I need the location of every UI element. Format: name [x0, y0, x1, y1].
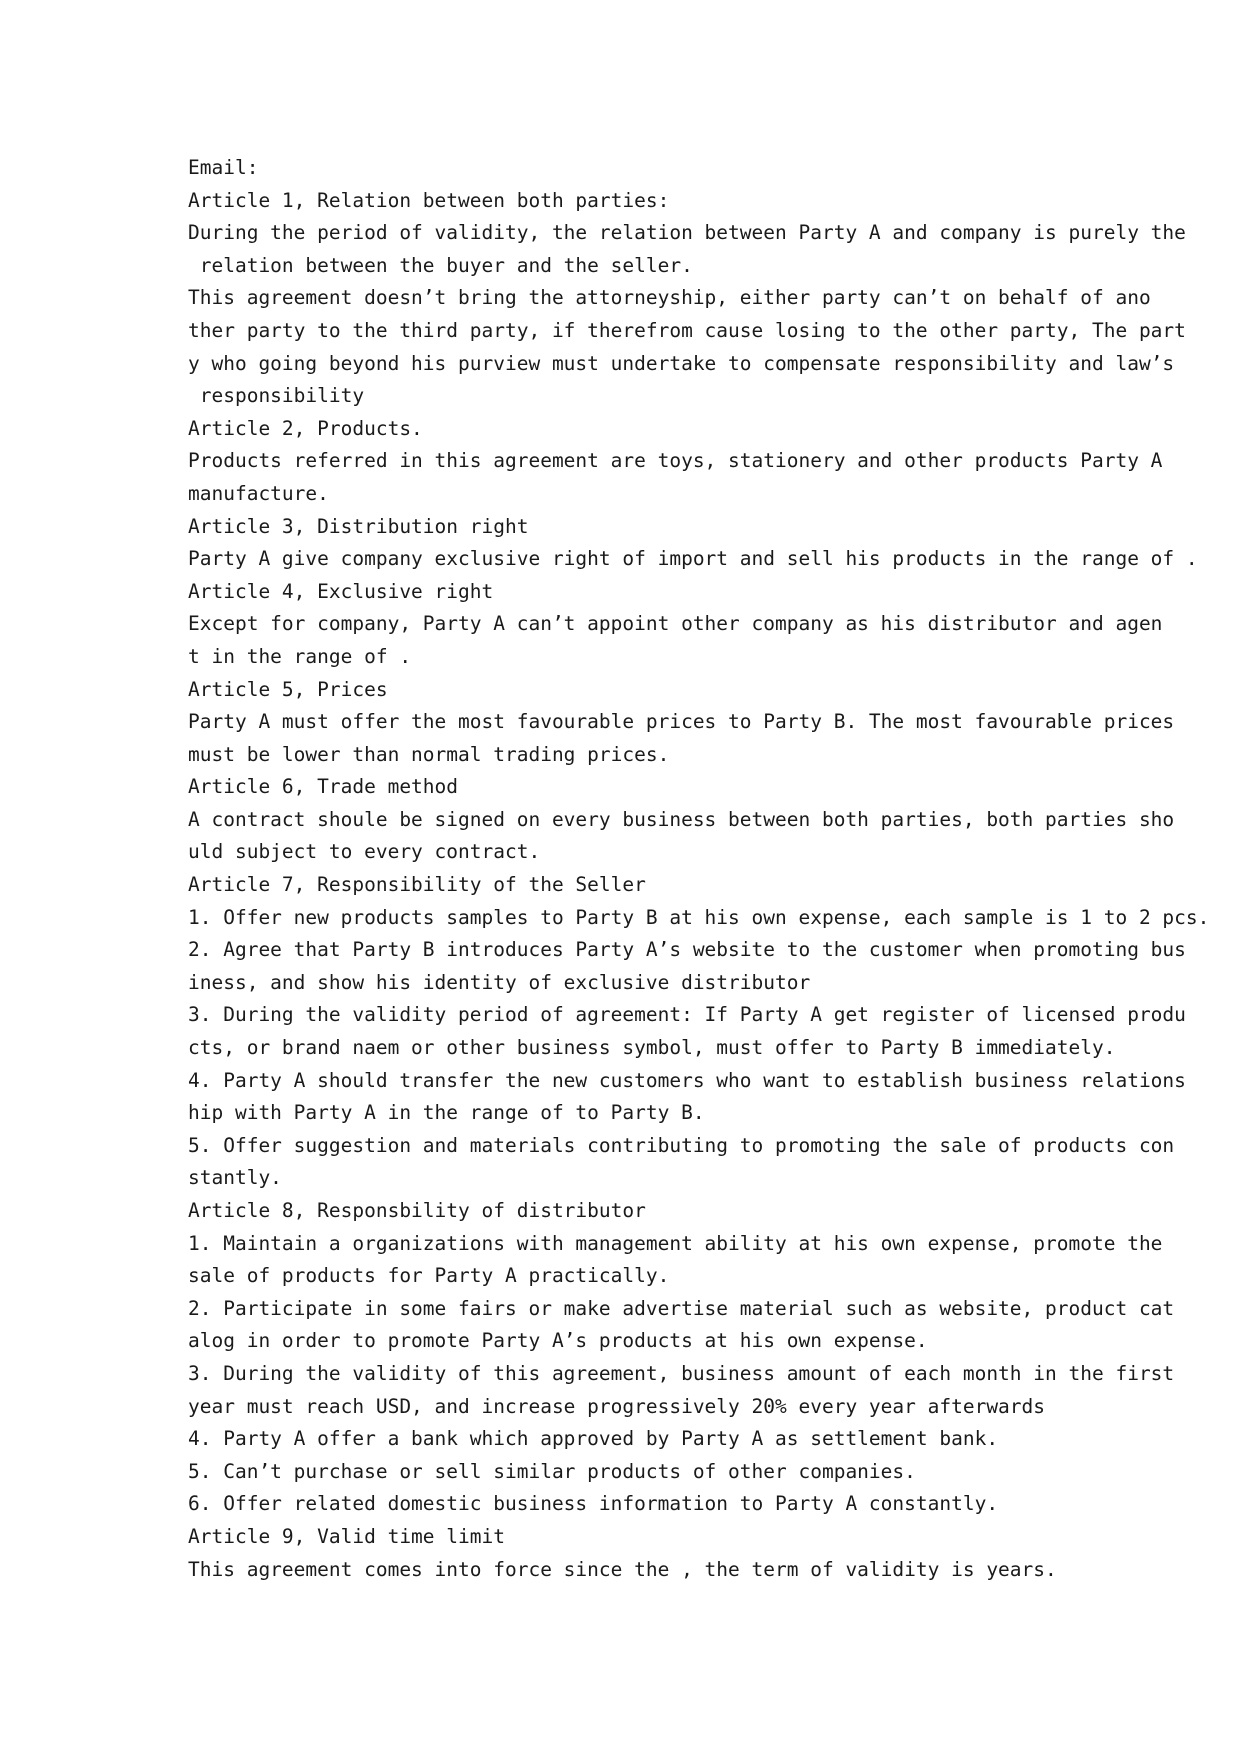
text-line: iness, and show his identity of exclusive distributor	[188, 970, 811, 994]
text-line: year must reach USD, and increase progressively 20% every year afterwards	[188, 1394, 1046, 1418]
text-line: manufacture.	[188, 481, 329, 505]
text-line: relation between the buyer and the seller.	[188, 253, 693, 277]
article-8-heading: Article 8, Responsbility of distributor	[188, 1199, 646, 1222]
text-line: Party A must offer the most favourable prices to Party B. The most favourable prices	[188, 710, 1175, 734]
text-line: sale of products for Party A practically.	[188, 1264, 670, 1288]
text-line: hip with Party A in the range of to Party B.	[188, 1101, 705, 1125]
article-3-heading: Article 3, Distribution right	[188, 514, 529, 538]
list-item-line: 2. Agree that Party B introduces Party A’s website to the customer when promoting bus	[188, 938, 1186, 962]
article-5-heading: Article 5, Prices	[188, 677, 388, 701]
list-item-line: 5. Can’t purchase or sell similar products of other companies.	[188, 1459, 916, 1483]
article-2-heading: Article 2, Products.	[188, 416, 423, 440]
email-line: Email:	[188, 156, 259, 179]
text-line: stantly.	[188, 1166, 282, 1190]
article-9-heading: Article 9, Valid time limit	[188, 1524, 505, 1548]
text-line: A contract shoule be signed on every business between both parties, both parties sho	[188, 807, 1175, 831]
list-item-line: 1. Maintain a organizations with management ability at his own expense, promote the	[188, 1231, 1163, 1255]
text-line: t in the range of .	[188, 644, 412, 668]
article-1-heading: Article 1, Relation between both parties:	[188, 188, 670, 212]
list-item-line: 1. Offer new products samples to Party B at his own expense, each sample is 1 to 2 pcs.	[188, 905, 1210, 929]
text-line: During the period of validity, the relation between Party A and company is purely the	[188, 221, 1186, 245]
list-item-line: 3. During the validity period of agreement: If Party A get register of licensed produ	[188, 1003, 1186, 1027]
text-line: cts, or brand naem or other business symbol, must offer to Party B immediately.	[188, 1036, 1116, 1060]
text-line: Products referred in this agreement are toys, stationery and other products Party A	[188, 449, 1163, 473]
text-line: Party A give company exclusive right of import and sell his products in the range of .	[188, 547, 1198, 571]
text-line: This agreement comes into force since the , the term of validity is years.	[188, 1557, 1057, 1581]
list-item-line: 5. Offer suggestion and materials contributing to promoting the sale of products con	[188, 1133, 1175, 1157]
article-7-heading: Article 7, Responsibility of the Seller	[188, 873, 646, 897]
text-line: ther party to the third party, if therefrom cause losing to the other party, The part	[188, 318, 1186, 342]
text-line: responsibility	[188, 384, 365, 408]
text-line: y who going beyond his purview must undertake to compensate responsibility and law’s	[188, 351, 1175, 375]
text-line: This agreement doesn’t bring the attorneyship, either party can’t on behalf of ano	[188, 286, 1151, 310]
list-item-line: 3. During the validity of this agreement, business amount of each month in the first	[188, 1361, 1175, 1385]
article-6-heading: Article 6, Trade method	[188, 775, 459, 799]
text-line: uld subject to every contract.	[188, 840, 541, 864]
document-body	[188, 152, 1210, 1586]
article-4-heading: Article 4, Exclusive right	[188, 579, 494, 603]
text-line: must be lower than normal trading prices.	[188, 742, 670, 766]
text-line: Except for company, Party A can’t appoint other company as his distributor and agen	[188, 612, 1163, 636]
list-item-line: 4. Party A offer a bank which approved by Party A as settlement bank.	[188, 1427, 999, 1451]
list-item-line: 4. Party A should transfer the new customers who want to establish business relations	[188, 1068, 1186, 1092]
list-item-line: 2. Participate in some fairs or make advertise material such as website, product cat	[188, 1296, 1175, 1320]
text-line: alog in order to promote Party A’s products at his own expense.	[188, 1329, 928, 1353]
list-item-line: 6. Offer related domestic business information to Party A constantly.	[188, 1492, 999, 1516]
